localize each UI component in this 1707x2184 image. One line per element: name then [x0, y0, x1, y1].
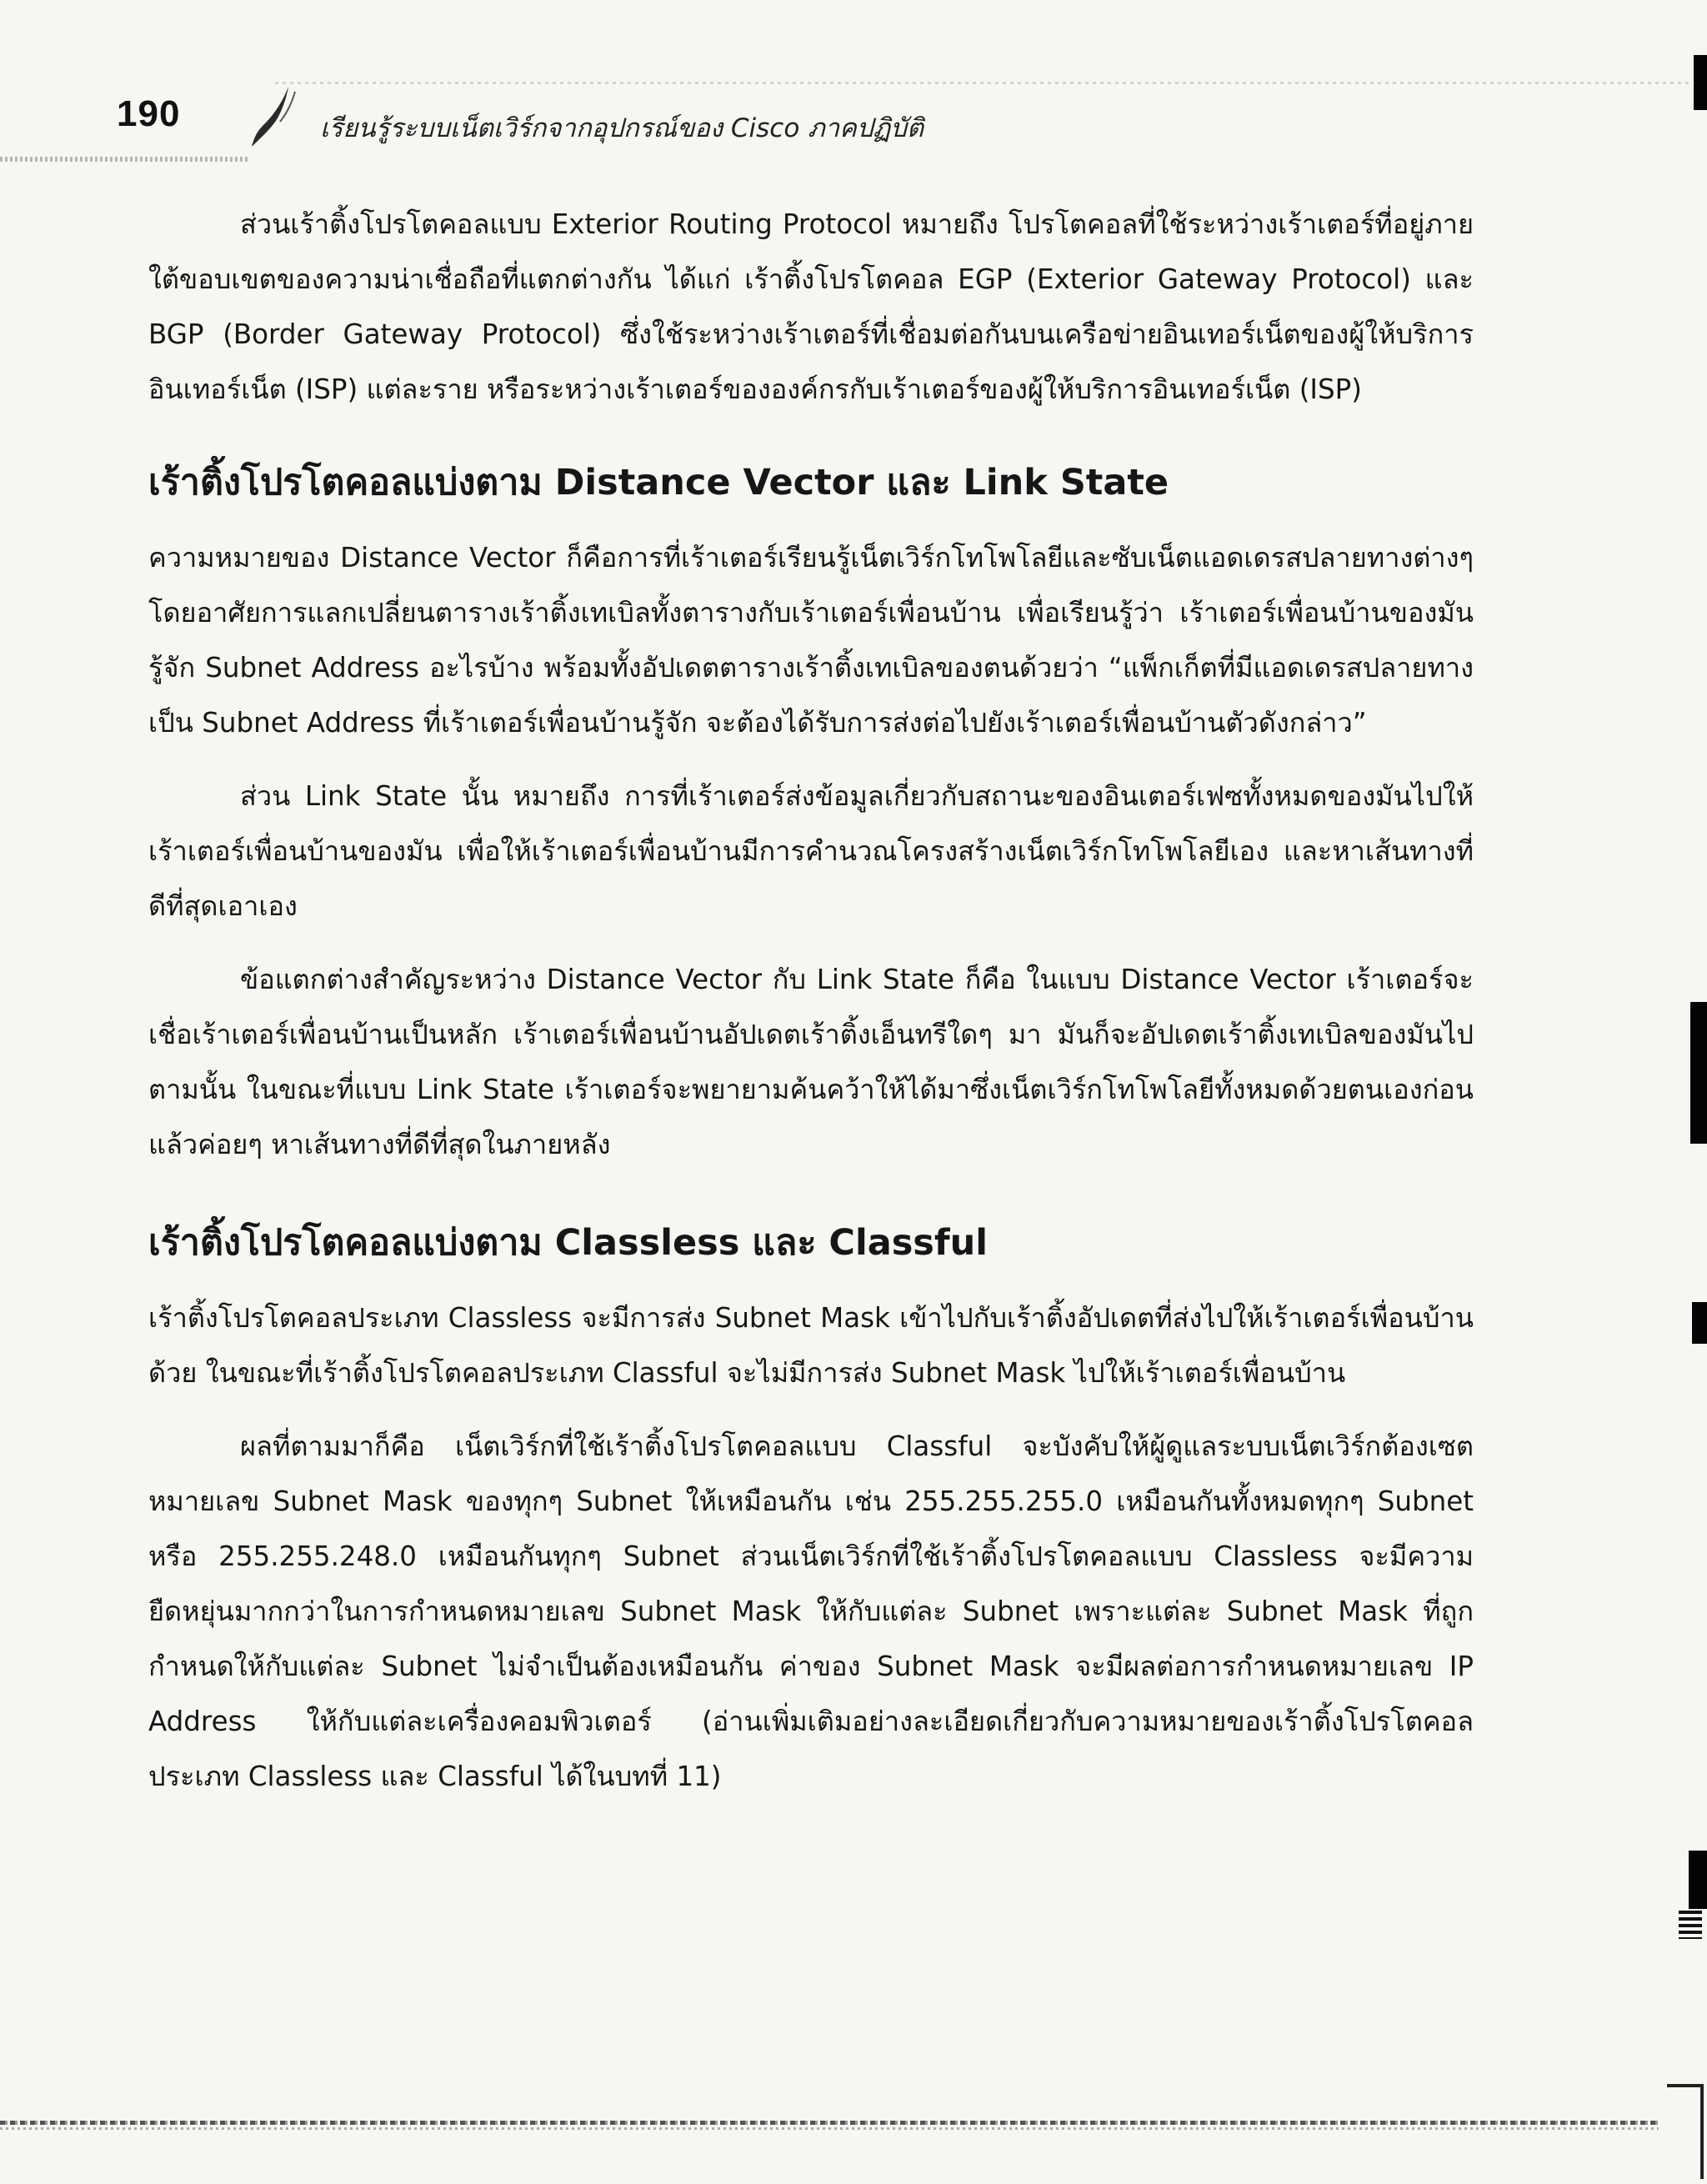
paragraph-differences: ข้อแตกต่างสำคัญระหว่าง Distance Vector กับ Link State ก็คือ ในแบบ Distance Vector เร้าเตอร์จะเชื่อเร้าเตอร์เพื่อนบ้านเป็นหลัก เร้าเตอร์เพื่อนบ้านอัปเดตเร้าติ้งเอ็นทรีใดๆ มา มันก็จะอัปเดตเร้าติ้งเทเบิลของมันไปตามนั้น ในขณะที่แบบ Link State เร้าเตอร์จะพยายามค้นคว้าให้ได้มาซึ่งเน็ตเวิร์กโทโพโลยีทั้งหมดด้วยตนเองก่อน แล้วค่อยๆ หาเส้นทางที่ดีที่สุดในภายหลัง	[148, 964, 1474, 1160]
paragraph-link-state: ส่วน Link State นั้น หมายถึง การที่เร้าเตอร์ส่งข้อมูลเกี่ยวกับสถานะของอินเตอร์เฟซทั้งหมดของมันไปให้เร้าเตอร์เพื่อนบ้านของมัน เพื่อให้เร้าเตอร์เพื่อนบ้านมีการคำนวณโครงสร้างเน็ตเวิร์กโทโพโลยีเอง และหาเส้นทางที่ดีที่สุดเอาเอง	[148, 780, 1474, 922]
paragraph-exterior-routing: ส่วนเร้าติ้งโปรโตคอลแบบ Exterior Routing Protocol หมายถึง โปรโตคอลที่ใช้ระหว่างเร้าเตอร์ที่อยู่ภายใต้ขอบเขตของความน่าเชื่อถือที่แตกต่างกัน ได้แก่ เร้าติ้งโปรโตคอล EGP (Exterior Gateway Protocol) และ BGP (Border Gateway Protocol) ซึ่งใช้ระหว่างเร้าเตอร์ที่เชื่อมต่อกันบนเครือข่ายอินเทอร์เน็ตของผู้ให้บริการอินเทอร์เน็ต (ISP) แต่ละราย หรือระหว่างเร้าเตอร์ขององค์กรกับเร้าเตอร์ของผู้ให้บริการอินเทอร์เน็ต (ISP)	[148, 208, 1474, 405]
footer-rule	[0, 2121, 1659, 2125]
paragraph-classful-result: ผลที่ตามมาก็คือ เน็ตเวิร์กที่ใช้เร้าติ้งโปรโตคอลแบบ Classful จะบังคับให้ผู้ดูแลระบบเน็ตเวิร์กต้องเซตหมายเลข Subnet Mask ของทุกๆ Subnet ให้เหมือนกัน เช่น 255.255.255.0 เหมือนกันทั้งหมดทุกๆ Subnet หรือ 255.255.248.0 เหมือนกันทุกๆ Subnet ส่วนเน็ตเวิร์กที่ใช้เร้าติ้งโปรโตคอลแบบ Classless จะมีความยืดหยุ่นมากกว่าในการกำหนดหมายเลข Subnet Mask ให้กับแต่ละ Subnet เพราะแต่ละ Subnet Mask ที่ถูกกำหนดให้กับแต่ละ Subnet ไม่จำเป็นต้องเหมือนกัน ค่าของ Subnet Mask จะมีผลต่อการกำหนดหมายเลข IP Address ให้กับแต่ละเครื่องคอมพิวเตอร์ (อ่านเพิ่มเติมอย่างละเอียดเกี่ยวกับความหมายของเร้าติ้งโปรโตคอลประเภท Classless และ Classful ได้ในบทที่ 11)	[148, 1430, 1474, 1792]
section-heading-classless-classful: เร้าติ้งโปรโตคอลแบ่งตาม Classless และ Classful	[148, 1222, 988, 1264]
corner-crop-mark	[1667, 2084, 1704, 2179]
edge-tab-mark	[1692, 1302, 1707, 1344]
edge-lines-mark	[1679, 1911, 1702, 1939]
header-bottom-rule	[0, 157, 250, 162]
footer-rule-secondary	[0, 2127, 1659, 2130]
edge-tab-mark	[1689, 1851, 1707, 1909]
section-heading-distance-vector-link-state: เร้าติ้งโปรโตคอลแบ่งตาม Distance Vector และ Link State	[148, 462, 1169, 503]
running-head: เรียนรู้ระบบเน็ตเวิร์กจากอุปกรณ์ของ Cisco ภาคปฏิบัติ	[320, 113, 924, 143]
header-swoosh-icon	[250, 83, 300, 150]
edge-tab-mark	[1690, 1002, 1707, 1144]
header-top-rule	[275, 82, 1692, 84]
paragraph-distance-vector: ความหมายของ Distance Vector ก็คือการที่เร้าเตอร์เรียนรู้เน็ตเวิร์กโทโพโลยีและซับเน็ตแอดเดรสปลายทางต่างๆ โดยอาศัยการแลกเปลี่ยนตารางเร้าติ้งเทเบิลทั้งตารางกับเร้าเตอร์เพื่อนบ้าน เพื่อเรียนรู้ว่า เร้าเตอร์เพื่อนบ้านของมันรู้จัก Subnet Address อะไรบ้าง พร้อมทั้งอัปเดตตารางเร้าติ้งเทเบิลของตนด้วยว่า “แพ็กเก็ตที่มีแอดเดรสปลายทางเป็น Subnet Address ที่เร้าเตอร์เพื่อนบ้านรู้จัก จะต้องได้รับการส่งต่อไปยังเร้าเตอร์เพื่อนบ้านตัวดังกล่าว”	[148, 542, 1474, 739]
page-content	[148, 197, 1474, 1804]
paragraph-classless: เร้าติ้งโปรโตคอลประเภท Classless จะมีการส่ง Subnet Mask เข้าไปกับเร้าติ้งอัปเดตที่ส่งไปให้เร้าเตอร์เพื่อนบ้านด้วย ในขณะที่เร้าติ้งโปรโตคอลประเภท Classful จะไม่มีการส่ง Subnet Mask ไปให้เร้าเตอร์เพื่อนบ้าน	[148, 1302, 1474, 1389]
edge-tab-mark	[1694, 55, 1707, 110]
page-number: 190	[117, 93, 181, 134]
